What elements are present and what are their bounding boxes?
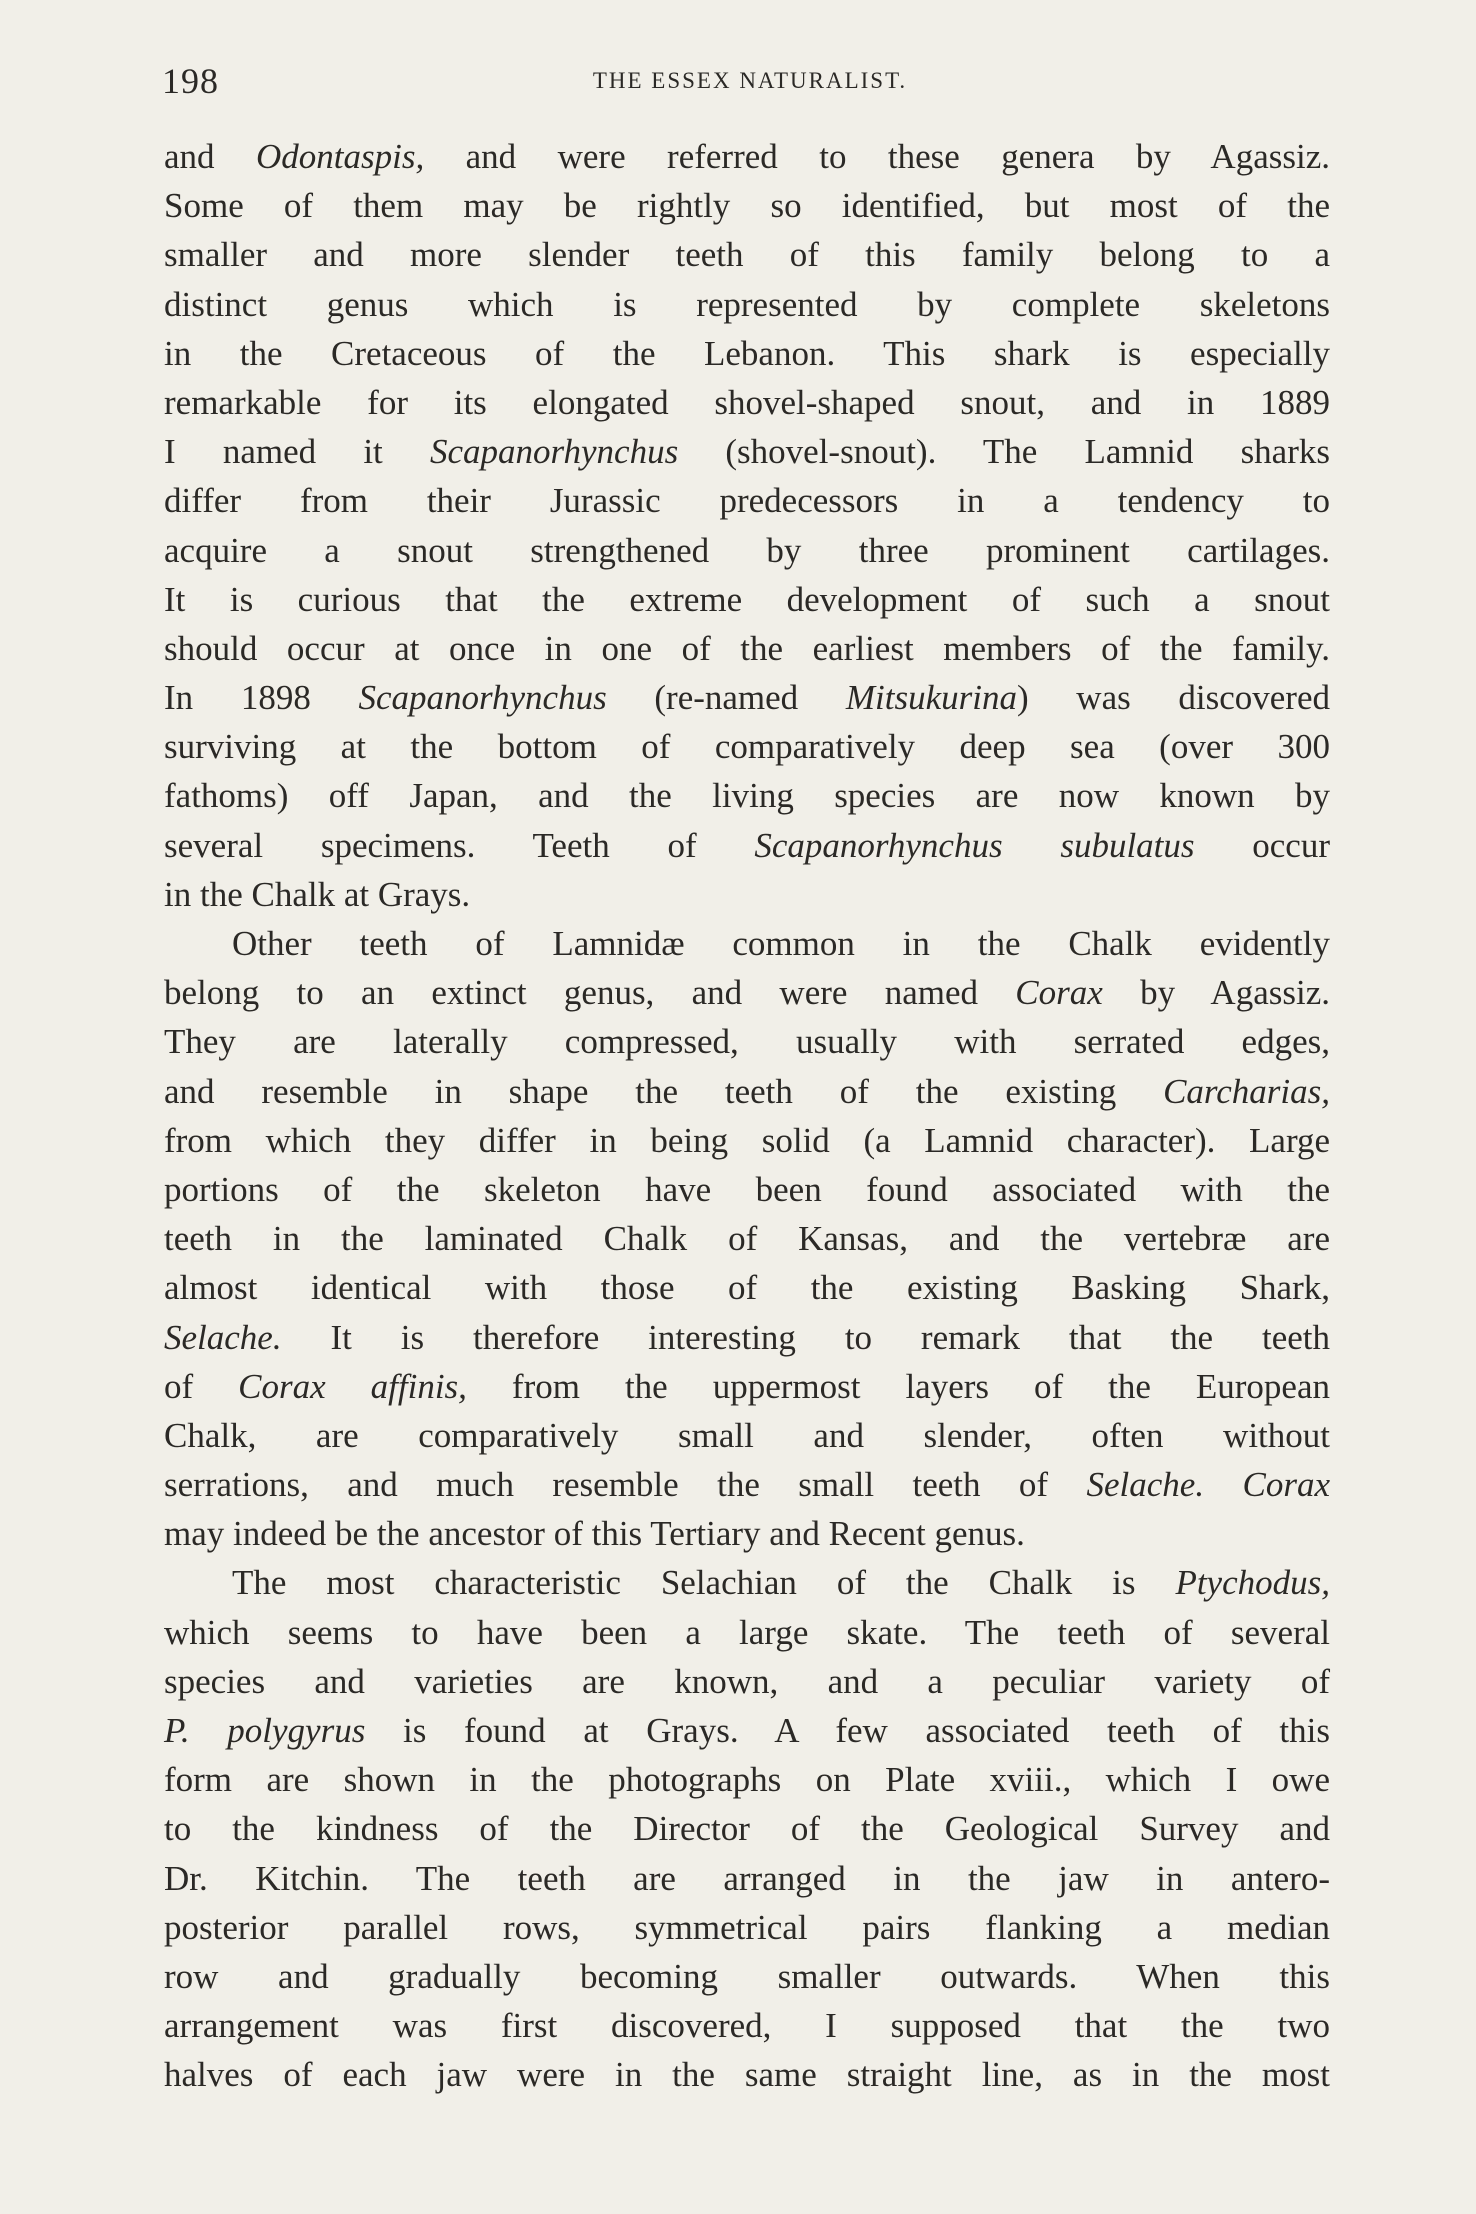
text-segment: occur — [1194, 825, 1330, 865]
text-segment: may indeed be the ancestor of this Tertiary and Recent genus. — [164, 1514, 1025, 1554]
text-line — [164, 575, 1330, 624]
text-segment: is found at Grays. A few associated teeth of this — [365, 1711, 1331, 1750]
text-line — [164, 1460, 1330, 1509]
italic-text: Scapanorhynchus — [429, 432, 679, 472]
italic-text: Scapanorhynchus subulatus — [754, 825, 1195, 865]
text-segment: The most characteristic Selachian of the Chalk is — [232, 1563, 1176, 1603]
text-line — [164, 526, 1330, 575]
text-line — [164, 1854, 1330, 1903]
text-line — [164, 1067, 1330, 1116]
text-segment: form are shown in the photographs on Plate xviii., which I owe — [164, 1760, 1330, 1800]
text-line — [164, 722, 1330, 771]
text-line — [164, 624, 1330, 673]
text-segment: to the kindness of the Director of the Geological Survey and — [164, 1809, 1330, 1849]
text-line — [164, 2001, 1330, 2050]
text-segment: halves of each jaw were in the same straight line, as in the most — [164, 2055, 1330, 2095]
text-segment: and were referred to these genera by Agassiz. — [424, 137, 1330, 176]
text-segment: It is therefore interesting to remark that the teeth — [281, 1317, 1330, 1357]
italic-text: Scapanorhynchus — [358, 678, 607, 718]
text-line — [164, 1411, 1330, 1460]
text-line — [164, 1214, 1330, 1263]
text-segment: of — [164, 1366, 239, 1406]
text-segment: smaller and more slender teeth of this family belong to a — [164, 235, 1330, 275]
text-segment: It is curious that the extreme development of such a snout — [164, 579, 1330, 619]
text-segment: acquire a snout strengthened by three prominent cartilages. — [164, 530, 1330, 570]
italic-text: Mitsukurina — [845, 678, 1017, 718]
text-line — [164, 1558, 1330, 1607]
text-segment: belong to an extinct genus, and were named — [164, 973, 1016, 1013]
text-segment: in the Cretaceous of the Lebanon. This shark is especially — [164, 333, 1330, 373]
italic-text: Odontaspis, — [255, 137, 425, 176]
text-segment: which seems to have been a large skate. The teeth of several — [164, 1612, 1330, 1652]
text-segment: by Agassiz. — [1102, 973, 1330, 1013]
text-segment: and resemble in shape the teeth of the existing — [164, 1071, 1164, 1111]
text-segment: almost identical with those of the existing Basking Shark, — [164, 1268, 1330, 1308]
text-segment: Other teeth of Lamnidæ common in the Chalk evidently — [232, 924, 1330, 963]
italic-text: Selache. — [164, 1317, 282, 1357]
text-line — [164, 378, 1330, 427]
italic-text: Corax affinis, — [238, 1366, 467, 1406]
text-segment: ) was discovered — [1016, 678, 1330, 718]
italic-text: Carcharias, — [1163, 1071, 1330, 1111]
text-line — [164, 919, 1330, 968]
text-line — [164, 1165, 1330, 1214]
text-segment: and — [164, 137, 256, 176]
body-text — [164, 132, 1330, 2100]
italic-text: Corax — [1015, 973, 1103, 1013]
text-line — [164, 1313, 1330, 1362]
text-segment: arrangement was first discovered, I supposed that the two — [164, 2006, 1330, 2046]
text-line — [164, 476, 1330, 525]
text-segment: posterior parallel rows, symmetrical pairs flanking a median — [164, 1907, 1330, 1947]
text-segment: fathoms) off Japan, and the living species are now known by — [164, 776, 1330, 816]
text-line — [164, 1706, 1330, 1755]
text-line — [164, 1116, 1330, 1165]
text-segment: remarkable for its elongated shovel-shaped snout, and in 1889 — [164, 382, 1330, 422]
text-line — [164, 132, 1330, 181]
text-line — [164, 1608, 1330, 1657]
italic-text: Selache. — [1086, 1465, 1205, 1505]
text-line — [164, 1952, 1330, 2001]
text-segment: species and varieties are known, and a peculiar variety of — [164, 1661, 1330, 1701]
text-segment: should occur at once in one of the earliest members of the family. — [164, 628, 1330, 668]
page-number: 198 — [162, 61, 219, 101]
text-line — [164, 1017, 1330, 1066]
text-line — [164, 968, 1330, 1017]
text-line — [164, 1657, 1330, 1706]
text-line — [164, 230, 1330, 279]
text-line — [164, 1362, 1330, 1411]
text-line — [164, 1903, 1330, 1952]
page-header — [162, 60, 1338, 110]
running-title: THE ESSEX NATURALIST. — [592, 68, 908, 93]
text-line — [164, 1755, 1330, 1804]
text-segment: Chalk, are comparatively small and slender, often without — [164, 1415, 1330, 1455]
text-segment: from the uppermost layers of the European — [466, 1366, 1331, 1406]
text-segment: (shovel-snout). The Lamnid sharks — [678, 432, 1330, 472]
text-line — [164, 771, 1330, 820]
text-segment: differ from their Jurassic predecessors in a tendency to — [164, 481, 1330, 521]
text-line — [164, 673, 1330, 722]
text-segment: They are laterally compressed, usually with serrated edges, — [164, 1022, 1330, 1062]
text-line — [164, 1263, 1330, 1312]
text-segment: in the Chalk at Grays. — [164, 874, 471, 914]
text-segment: portions of the skeleton have been found associated with the — [164, 1169, 1330, 1209]
text-segment: row and gradually becoming smaller outwards. When this — [164, 1956, 1330, 1996]
text-segment — [1204, 1465, 1242, 1504]
text-line — [164, 870, 1330, 919]
text-segment: Some of them may be rightly so identified, but most of the — [164, 186, 1330, 226]
text-line — [164, 329, 1330, 378]
text-line — [164, 1804, 1330, 1853]
text-segment: distinct genus which is represented by complete skeletons — [164, 284, 1330, 324]
text-segment: (re-named — [606, 678, 846, 718]
text-line — [164, 1509, 1330, 1558]
text-segment: teeth in the laminated Chalk of Kansas, and the vertebræ are — [164, 1219, 1330, 1259]
text-segment: several specimens. Teeth of — [164, 825, 755, 865]
text-segment: In 1898 — [164, 678, 359, 718]
text-segment: Dr. Kitchin. The teeth are arranged in the jaw in antero- — [164, 1858, 1330, 1898]
text-segment: serrations, and much resemble the small teeth of — [164, 1465, 1087, 1505]
text-line — [164, 280, 1330, 329]
text-segment: surviving at the bottom of comparatively deep sea (over 300 — [164, 727, 1330, 767]
italic-text: P. polygyrus — [164, 1711, 366, 1750]
text-line — [164, 427, 1330, 476]
italic-text: Ptychodus, — [1175, 1563, 1330, 1603]
text-line — [164, 2050, 1330, 2099]
text-line — [164, 181, 1330, 230]
italic-text: Corax — [1242, 1465, 1331, 1505]
text-segment: I named it — [164, 432, 430, 472]
text-segment: from which they differ in being solid (a Lamnid character). Large — [164, 1120, 1330, 1160]
text-line — [164, 821, 1330, 870]
